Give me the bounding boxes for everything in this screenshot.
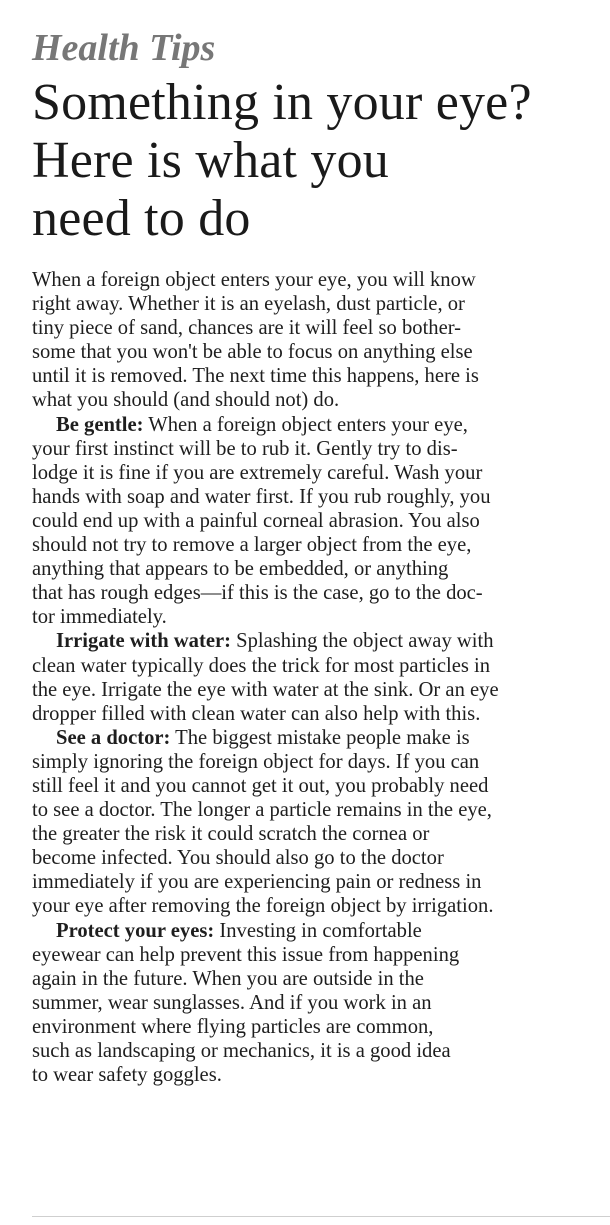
text-line: tor immediately.	[32, 606, 167, 629]
text-line: eyewear can help prevent this issue from happening	[32, 943, 460, 966]
text-line: dropper filled with clean water can also help with this.	[32, 702, 481, 725]
tip-lead-in: Protect your eyes:	[56, 919, 215, 942]
text-line: until it is removed. The next time this happens, here is	[32, 365, 479, 388]
bottom-divider	[32, 1216, 610, 1217]
tip-paragraph-see-doctor	[32, 726, 602, 919]
tip-lead-in: Be gentle:	[56, 413, 144, 436]
article	[32, 26, 602, 1087]
text-line: again in the future. When you are outside in the	[32, 967, 424, 990]
text-line: the eye. Irrigate the eye with water at the sink. Or an eye	[32, 678, 499, 701]
tip-lead-in: See a doctor:	[56, 726, 171, 749]
text-line: could end up with a painful corneal abrasion. You also	[32, 509, 480, 532]
text-line: right away. Whether it is an eyelash, dust particle, or	[32, 293, 465, 316]
article-body	[32, 268, 602, 1087]
tip-paragraph-irrigate	[32, 629, 602, 725]
text-line: anything that appears to be embedded, or anything	[32, 558, 449, 581]
text-line: your eye after removing the foreign object by irrigation.	[32, 895, 494, 918]
text-line: some that you won't be able to focus on anything else	[32, 341, 473, 364]
text-line: tiny piece of sand, chances are it will feel so bother-	[32, 317, 462, 340]
text-line: immediately if you are experiencing pain or redness in	[32, 871, 482, 894]
text-line: summer, wear sunglasses. And if you work in an	[32, 991, 432, 1014]
text-line: still feel it and you cannot get it out, you probably need	[32, 774, 489, 797]
text-line: to wear safety goggles.	[32, 1064, 222, 1087]
tip-paragraph-be-gentle	[32, 413, 602, 630]
text-line: Splashing the object away with	[230, 630, 494, 653]
text-line: lodge it is fine if you are extremely careful. Wash your	[32, 461, 483, 484]
section-kicker: Health Tips	[32, 27, 216, 69]
text-line: When a foreign object enters your eye,	[143, 413, 468, 436]
headline	[32, 74, 602, 248]
text-line: Investing in comfortable	[214, 919, 422, 942]
tip-paragraph-protect-eyes	[32, 919, 602, 1088]
text-line: hands with soap and water first. If you rub roughly, you	[32, 485, 491, 508]
text-line: such as landscaping or mechanics, it is a good idea	[32, 1040, 451, 1062]
text-line: simply ignoring the foreign object for days. If you can	[32, 750, 480, 773]
tip-lead-in: Irrigate with water:	[56, 630, 231, 653]
headline-line: Here is what you	[32, 132, 389, 189]
headline-line: need to do	[32, 190, 251, 247]
headline-line: Something in your eye?	[32, 74, 532, 131]
text-line: should not try to remove a larger object from the eye,	[32, 534, 472, 557]
text-line: clean water typically does the trick for most particles in	[32, 654, 491, 677]
text-line: what you should (and should not) do.	[32, 389, 340, 412]
text-line: to see a doctor. The longer a particle remains in the eye,	[32, 799, 492, 822]
text-line: become infected. You should also go to the doctor	[32, 847, 444, 870]
text-line: When a foreign object enters your eye, you will know	[32, 269, 476, 291]
text-line: The biggest mistake people make is	[170, 726, 470, 749]
text-line: environment where flying particles are common,	[32, 1015, 434, 1038]
intro-paragraph	[32, 268, 602, 413]
text-line: the greater the risk it could scratch the cornea or	[32, 823, 430, 846]
text-line: your first instinct will be to rub it. Gently try to dis-	[32, 437, 458, 460]
text-line: that has rough edges—if this is the case, go to the doc-	[32, 582, 483, 605]
